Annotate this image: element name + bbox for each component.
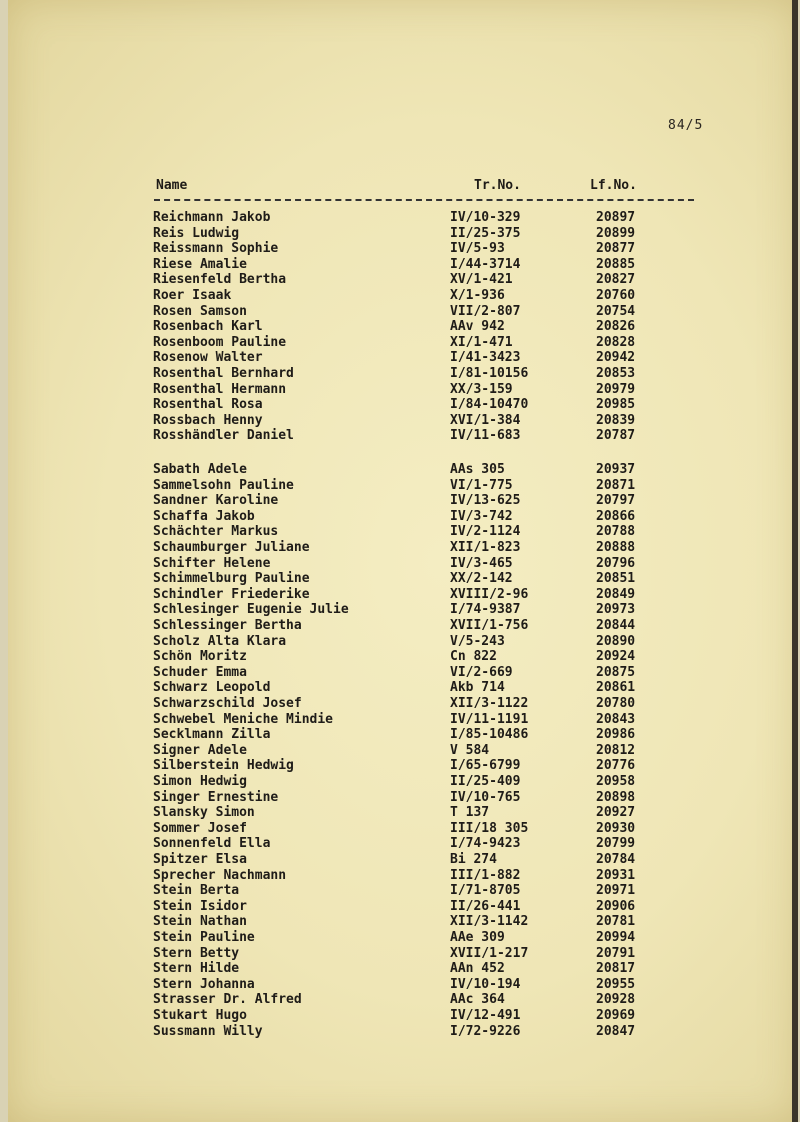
person-name: Reis Ludwig <box>153 225 240 241</box>
lf-number: 20797 <box>596 493 636 509</box>
lf-number: 20754 <box>596 303 636 319</box>
lf-number: 20849 <box>596 586 636 602</box>
tr-number: III/1-882 <box>450 867 521 883</box>
lf-number: 20871 <box>596 477 636 493</box>
person-name: Schwebel Meniche Mindie <box>153 711 334 727</box>
person-name: Roer Isaak <box>153 288 232 303</box>
lf-number: 20986 <box>596 727 636 743</box>
person-name: Rosenow Walter <box>153 350 263 366</box>
lf-number: 20979 <box>596 381 636 397</box>
lf-number: 20877 <box>596 241 636 257</box>
tr-number: I/84-10470 <box>450 397 529 413</box>
tr-number: IV/2-1124 <box>450 524 521 540</box>
person-name: Stukart Hugo <box>153 1008 247 1023</box>
person-name: Sandner Karoline <box>153 493 279 509</box>
person-name: Rosen Samson <box>153 303 247 319</box>
tr-number: XVII/1-217 <box>450 945 529 961</box>
person-name: Sabath Adele <box>153 462 247 477</box>
header-tr-no: Tr.No. <box>474 178 521 193</box>
person-name: Secklmann Zilla <box>153 727 271 743</box>
tr-number: IV/11-683 <box>450 428 521 444</box>
person-name: Stein Isidor <box>153 898 247 914</box>
tr-number: XII/1-823 <box>450 540 521 555</box>
person-name: Schuder Emma <box>153 664 247 680</box>
lf-number: 20924 <box>596 649 636 665</box>
tr-number: II/25-375 <box>450 225 521 241</box>
header-lf-no: Lf.No. <box>590 178 637 193</box>
person-name: Singer Ernestine <box>153 789 279 805</box>
lf-number: 20776 <box>596 758 636 774</box>
lf-number: 20799 <box>596 836 636 852</box>
person-name: Schwarzschild Josef <box>153 696 302 711</box>
tr-number: IV/10-329 <box>450 210 521 225</box>
person-name: Sommer Josef <box>153 820 247 836</box>
person-name: Schifter Helene <box>153 555 271 571</box>
tr-number: XVII/1-756 <box>450 618 529 633</box>
lf-number: 20897 <box>596 210 636 225</box>
lf-number: 20853 <box>596 366 636 381</box>
person-name: Schaffa Jakob <box>153 508 255 524</box>
lf-number: 20861 <box>596 680 636 696</box>
person-name: Slansky Simon <box>153 805 255 821</box>
tr-number: I/44-3714 <box>450 256 521 272</box>
tr-number: XV/1-421 <box>450 272 513 288</box>
person-name: Riesenfeld Bertha <box>153 272 287 288</box>
person-name: Stein Pauline <box>153 930 255 945</box>
lf-number: 20942 <box>596 350 636 366</box>
lf-number: 20788 <box>596 524 636 540</box>
tr-number: XII/3-1142 <box>450 914 529 930</box>
person-name: Reichmann Jakob <box>153 210 271 225</box>
tr-number: XVI/1-384 <box>450 412 521 428</box>
person-name: Schächter Markus <box>153 524 279 540</box>
tr-number: XII/3-1122 <box>450 696 529 711</box>
person-name: Rosenthal Rosa <box>153 397 263 413</box>
lf-number: 20928 <box>596 992 636 1008</box>
person-name: Signer Adele <box>153 742 247 758</box>
person-name: Sammelsohn Pauline <box>153 477 294 493</box>
lf-number: 20875 <box>596 664 636 680</box>
tr-number: IV/10-765 <box>450 789 521 805</box>
person-name: Sussmann Willy <box>153 1023 263 1039</box>
tr-number: AAn 452 <box>450 961 505 977</box>
person-name: Schaumburger Juliane <box>153 540 310 555</box>
person-name: Schlesinger Eugenie Julie <box>153 602 349 618</box>
person-name: Stern Betty <box>153 945 240 961</box>
lf-number: 20973 <box>596 602 636 618</box>
tr-number: I/85-10486 <box>450 727 529 743</box>
page-number: 84/5 <box>668 118 704 133</box>
tr-number: I/74-9423 <box>450 836 521 852</box>
person-name: Stern Johanna <box>153 976 255 992</box>
lf-number: 20796 <box>596 555 636 571</box>
tr-number: Bi 274 <box>450 852 497 867</box>
tr-number: I/41-3423 <box>450 350 521 366</box>
lf-number: 20851 <box>596 571 636 587</box>
lf-number: 20866 <box>596 508 636 524</box>
lf-number: 20931 <box>596 867 636 883</box>
lf-number: 20791 <box>596 945 636 961</box>
lf-number: 20781 <box>596 914 636 930</box>
tr-number: Akb 714 <box>450 680 505 696</box>
tr-number: II/25-409 <box>450 774 521 789</box>
header-rule <box>154 199 694 201</box>
lf-number: 20971 <box>596 883 636 899</box>
person-name: Schindler Friederike <box>153 586 310 602</box>
lf-number: 20847 <box>596 1023 636 1039</box>
lf-number: 20888 <box>596 540 636 555</box>
person-name: Schlessinger Bertha <box>153 618 302 633</box>
lf-number: 20843 <box>596 711 636 727</box>
tr-number: IV/11-1191 <box>450 711 529 727</box>
lf-number: 20839 <box>596 412 636 428</box>
tr-number: Cn 822 <box>450 649 497 665</box>
tr-number: III/18 305 <box>450 820 529 836</box>
tr-number: AAc 364 <box>450 992 505 1008</box>
tr-number: I/71-8705 <box>450 883 521 899</box>
person-name: Rossbach Henny <box>153 412 263 428</box>
person-name: Riese Amalie <box>153 256 247 272</box>
lf-number: 20784 <box>596 852 636 867</box>
tr-number: XVIII/2-96 <box>450 586 529 602</box>
tr-number: AAe 309 <box>450 930 505 945</box>
person-name: Rosenbach Karl <box>153 319 263 335</box>
tr-number: I/81-10156 <box>450 366 529 381</box>
person-name: Simon Hedwig <box>153 774 247 789</box>
lf-number: 20826 <box>596 319 636 335</box>
person-name: Rosenthal Bernhard <box>153 366 294 381</box>
lf-number: 20927 <box>596 805 636 821</box>
lf-number: 20760 <box>596 288 636 303</box>
tr-number: AAs 305 <box>450 462 505 477</box>
tr-number: I/74-9387 <box>450 602 521 618</box>
person-name: Strasser Dr. Alfred <box>153 992 302 1008</box>
lf-number: 20930 <box>596 820 636 836</box>
person-name: Rosenboom Pauline <box>153 334 287 350</box>
lf-number: 20958 <box>596 774 636 789</box>
tr-number: IV/10-194 <box>450 976 521 992</box>
tr-number: VI/2-669 <box>450 664 513 680</box>
lf-number: 20787 <box>596 428 636 444</box>
person-name: Scholz Alta Klara <box>153 633 287 649</box>
person-name: Reissmann Sophie <box>153 241 279 257</box>
page-edge <box>792 0 798 1122</box>
lf-number: 20985 <box>596 397 636 413</box>
lf-number: 20812 <box>596 742 636 758</box>
tr-number: XX/2-142 <box>450 571 513 587</box>
person-name: Schön Moritz <box>153 649 247 665</box>
person-name: Rosenthal Hermann <box>153 381 287 397</box>
lf-number: 20885 <box>596 256 636 272</box>
lf-number: 20898 <box>596 789 636 805</box>
lf-number: 20780 <box>596 696 636 711</box>
lf-number: 20955 <box>596 976 636 992</box>
person-name: Silberstein Hedwig <box>153 758 294 774</box>
tr-number: IV/3-742 <box>450 508 513 524</box>
person-name: Sprecher Nachmann <box>153 867 287 883</box>
header-name: Name <box>156 178 188 193</box>
person-name: Sonnenfeld Ella <box>153 836 271 852</box>
person-name: Stein Nathan <box>153 914 247 930</box>
tr-number: XI/1-471 <box>450 334 513 350</box>
lf-number: 20899 <box>596 225 636 241</box>
lf-number: 20890 <box>596 633 636 649</box>
person-name: Schwarz Leopold <box>153 680 271 696</box>
lf-number: 20906 <box>596 898 636 914</box>
lf-number: 20828 <box>596 334 636 350</box>
lf-number: 20969 <box>596 1008 636 1023</box>
tr-number: AAv 942 <box>450 319 505 335</box>
person-name: Rosshändler Daniel <box>153 428 294 444</box>
tr-number: V/5-243 <box>450 633 505 649</box>
tr-number: XX/3-159 <box>450 381 513 397</box>
document-page <box>8 0 798 1122</box>
tr-number: I/65-6799 <box>450 758 521 774</box>
tr-number: X/1-936 <box>450 288 505 303</box>
lf-number: 20827 <box>596 272 636 288</box>
person-name: Stein Berta <box>153 883 240 899</box>
tr-number: IV/5-93 <box>450 241 505 257</box>
person-name: Spitzer Elsa <box>153 852 247 867</box>
tr-number: I/72-9226 <box>450 1023 521 1039</box>
person-name: Schimmelburg Pauline <box>153 571 310 587</box>
tr-number: VI/1-775 <box>450 477 513 493</box>
tr-number: IV/3-465 <box>450 555 513 571</box>
tr-number: II/26-441 <box>450 898 521 914</box>
person-name: Stern Hilde <box>153 961 240 977</box>
lf-number: 20817 <box>596 961 636 977</box>
tr-number: V 584 <box>450 742 490 758</box>
tr-number: IV/13-625 <box>450 493 521 509</box>
tr-number: T 137 <box>450 805 490 821</box>
lf-number: 20937 <box>596 462 636 477</box>
tr-number: VII/2-807 <box>450 303 521 319</box>
lf-number: 20844 <box>596 618 636 633</box>
lf-number: 20994 <box>596 930 636 945</box>
tr-number: IV/12-491 <box>450 1008 521 1023</box>
